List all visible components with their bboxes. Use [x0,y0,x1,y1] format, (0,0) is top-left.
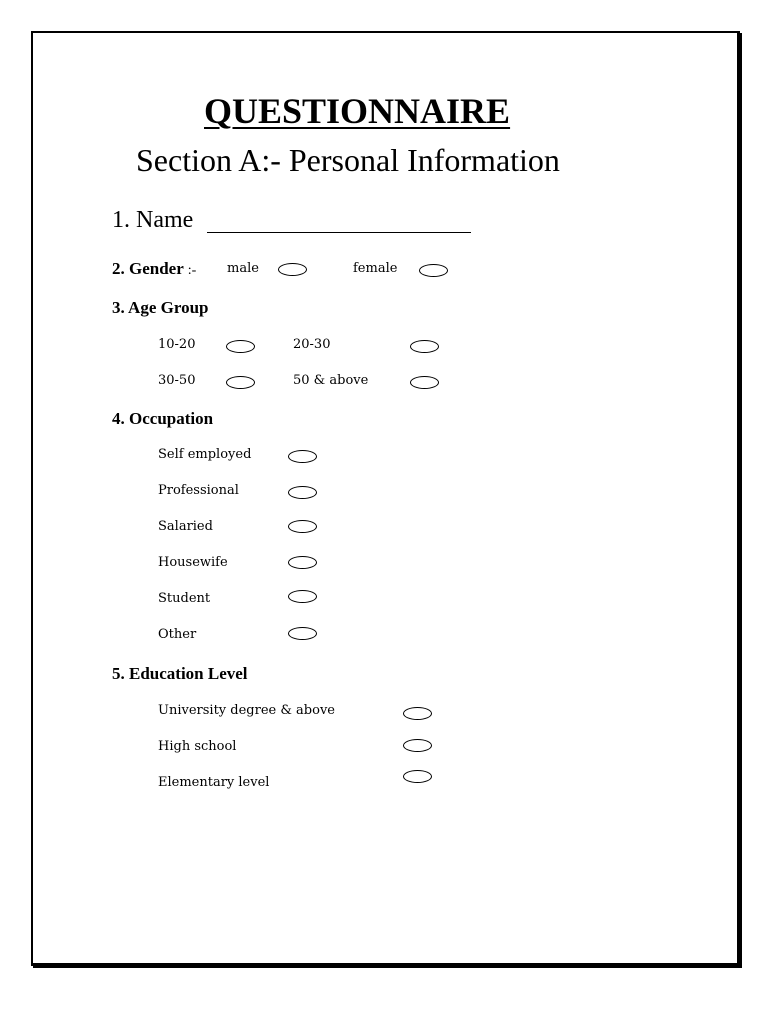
occupation-option-label: Salaried [158,519,213,534]
education-option-label: Elementary level [158,775,270,790]
gender-option-female-label: female [353,261,398,276]
occupation-question-label: 4. Occupation [112,409,214,428]
age-10-20-radio[interactable] [226,340,255,353]
occupation-housewife-radio[interactable] [288,556,317,569]
age-option-label: 10-20 [158,337,196,352]
occupation-option-label: Professional [158,483,239,498]
occupation-other-radio[interactable] [288,627,317,640]
gender-question-label: 2. Gender [112,259,184,278]
page-title: QUESTIONNAIRE [204,91,511,131]
occupation-option-label: Housewife [158,555,228,570]
age-20-30-radio[interactable] [410,340,439,353]
age-group-question-label: 3. Age Group [112,298,209,317]
occupation-salaried-radio[interactable] [288,520,317,533]
section-title: Section A:- Personal Information [136,142,560,178]
gender-question [112,259,196,279]
age-option-label: 20-30 [293,337,331,352]
age-50-above-radio[interactable] [410,376,439,389]
occupation-option-label: Self employed [158,447,252,462]
education-option-label: University degree & above [158,703,335,718]
gender-female-radio[interactable] [419,264,448,277]
gender-separator: :- [187,263,197,278]
age-option-label: 50 & above [293,373,369,388]
gender-option-male-label: male [227,261,259,276]
occupation-self-employed-radio[interactable] [288,450,317,463]
occupation-professional-radio[interactable] [288,486,317,499]
education-elementary-radio[interactable] [403,770,432,783]
age-30-50-radio[interactable] [226,376,255,389]
gender-male-radio[interactable] [278,263,307,276]
education-university-radio[interactable] [403,707,432,720]
education-high-school-radio[interactable] [403,739,432,752]
age-option-label: 30-50 [158,373,196,388]
name-question-label: 1. Name [112,207,194,233]
occupation-option-label: Other [158,627,197,642]
occupation-student-radio[interactable] [288,590,317,603]
occupation-option-label: Student [158,591,211,606]
education-option-label: High school [158,739,237,754]
name-input-line[interactable] [207,232,471,233]
education-question-label: 5. Education Level [112,664,248,683]
